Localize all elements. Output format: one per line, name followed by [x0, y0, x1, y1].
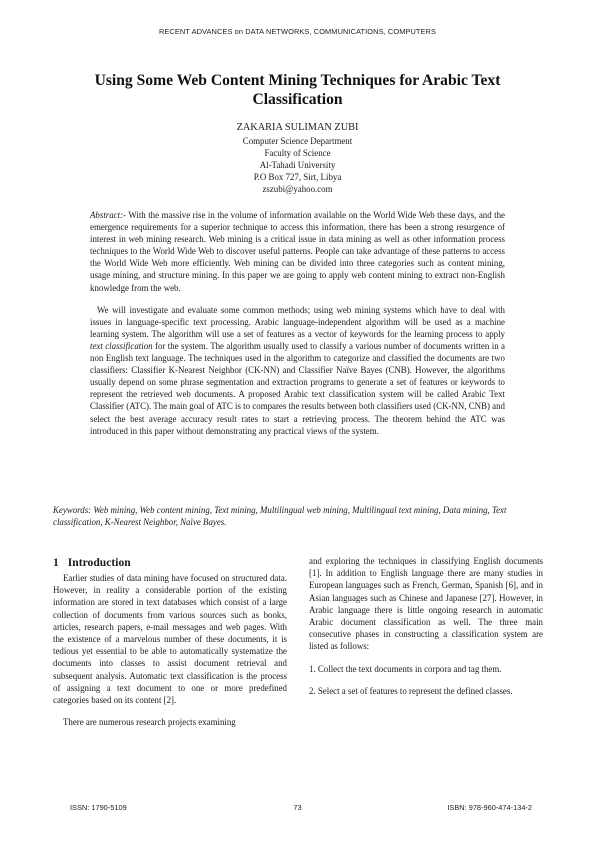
abstract-paragraph-2	[90, 304, 505, 437]
affiliation-email: zszubi@yahoo.com	[262, 184, 333, 195]
right-column	[309, 555, 543, 697]
abstract-emphasis: text classification	[90, 340, 153, 351]
keywords: Keywords: Web mining, Web content mining, Text mining, Multilingual web mining, Multilingual text mining, Data mining, Text classification, K-Nearest Neighbor, Naïve Bayes.	[53, 505, 507, 527]
page-footer	[0, 803, 595, 815]
abstract-paragraph-1	[90, 209, 505, 294]
affiliation-faculty: Faculty of Science	[264, 148, 331, 159]
affiliation-department: Computer Science Department	[242, 136, 353, 146]
intro-paragraph-2: There are numerous research projects examining	[63, 717, 236, 728]
section-number: 1	[53, 556, 59, 569]
section-heading	[53, 555, 287, 571]
footer-isbn: ISBN: 978-960-474-134-2	[447, 803, 532, 812]
author-name: ZAKARIA SULIMAN ZUBI	[236, 122, 359, 133]
running-head: RECENT ADVANCES on DATA NETWORKS, COMMUNICATIONS, COMPUTERS	[158, 27, 437, 36]
page-number: 73	[293, 803, 302, 812]
affiliation-address: P.O Box 727, Sirt, Libya	[253, 172, 342, 183]
abstract-text-2b: for the system. The algorithm usually used to classify a various number of documents written in a non English text language. The techniques used in the algorithm to categorize and classified the documents are two classifiers: Classifier K-Nearest Neighbor (CK-NN) and Classifier Naïve Bayes (CNB). However, the algorithms usually depend on some phrase segmentation and extraction programs to generate a set of features or keywords to represent the retrieved web documents. A proposed Arabic text classification system will be called Arabic Text Classifier (ATC). The main goal of ATC is to compares the results between both classifiers used (CK-NN, CNB) and select the best average accuracy result rates to start a retrieving process. The theorem behind the ATC was introduced in this paper without demonstrating any practical views of the system.	[90, 340, 505, 436]
abstract	[90, 209, 505, 437]
list-item: 2. Select a set of features to represent the defined classes.	[309, 685, 513, 696]
left-column	[53, 555, 287, 728]
abstract-text-2a: We will investigate and evaluate some common methods; using web mining systems which have to deal with issues in language-specific text processing. Arabic language-independent algorithm will be used as a machine learning system. The algorithm will use a set of features as a vector of keywords for the learning process to apply	[90, 304, 505, 339]
section-title: Introduction	[67, 556, 131, 569]
paper-title: Using Some Web Content Mining Techniques for Arabic Text Classification	[94, 72, 501, 108]
list-item: 1. Collect the text documents in corpora and tag them.	[309, 663, 502, 674]
intro-paragraph-1: Earlier studies of data mining have focused on structured data. However, in reality a considerable portion of the existing information are stored in text databases which consist of a large collection of documents from various sources such as books, articles, research papers, e-mail messages and web pages. With the existence of a marvelous number of these documents, it is tedious yet essential to be able to automatically systematize the documents into classes to assist document retrieval and subsequent analysis. Automatic text classification is the process of assigning a text document to one or more predefined categories based on its content [2].	[53, 573, 287, 706]
abstract-text-1: With the massive rise in the volume of information available on the World Wide Web these days, and the emergence requirements for a superior technique to access this information, there has been a strong resurgence of interest in web mining research. Web mining is a critical issue in data mining as well as other information process techniques to the World Wide Web to discover useful patterns. People can take advantage of these patterns to access the World Wide Web more efficiently. Web mining can be divided into three categories such as content mining, usage mining, and structure mining. In this paper we are going to apply web content mining to extract non-English knowledge from the web.	[90, 210, 505, 293]
abstract-label: Abstract:-	[90, 210, 126, 220]
intro-paragraph-3: and exploring the techniques in classifying English documents [1]. In addition to English language there are many studies in European languages such as French, German, Spanish [6], and in Asian languages such as Chinese and Japanese [27]. However, in Arabic language there is little ongoing research in automatic Arabic document classification as well. The three main consecutive phases in constructing a classification system are listed as follows:	[309, 556, 543, 652]
affiliation-block	[0, 135, 595, 195]
affiliation-university: Al-Tahadi University	[259, 160, 336, 171]
footer-issn: ISSN: 1790-5109	[70, 803, 127, 812]
